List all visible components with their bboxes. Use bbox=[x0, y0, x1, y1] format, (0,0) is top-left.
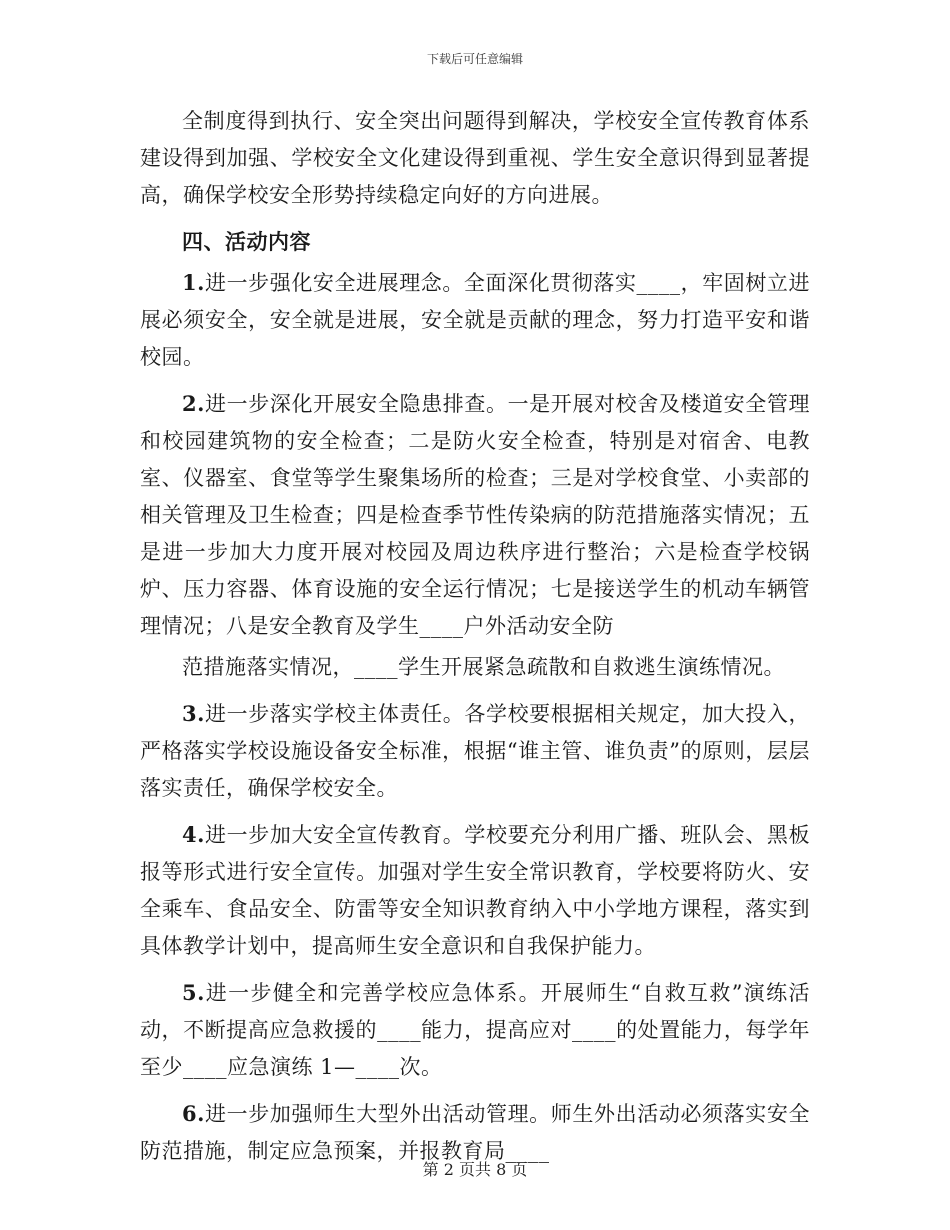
item-number: 6. bbox=[182, 1101, 205, 1126]
item-number: 1. bbox=[182, 270, 205, 295]
paragraph-text: 进一步强化安全进展理念。全面深化贯彻落实____，牢固树立进展必须安全，安全就是进展，安全就是贡献的理念，努力打造平安和谐校园。 bbox=[140, 271, 810, 369]
list-item-2-continuation bbox=[140, 649, 810, 686]
heading-text: 四、活动内容 bbox=[182, 229, 311, 254]
item-number: 2. bbox=[182, 391, 205, 416]
list-item-3 bbox=[140, 695, 810, 807]
list-item-5 bbox=[140, 974, 810, 1086]
paragraph-intro-continuation bbox=[140, 103, 810, 214]
paragraph-text: 全制度得到执行、安全突出问题得到解决，学校安全宣传教育体系建设得到加强、学校安全文化建设得到重视、学生安全意识得到显著提高，确保学校安全形势持续稳定向好的方向进展。 bbox=[140, 109, 810, 207]
paragraph-text: 进一步加大安全宣传教育。学校要充分利用广播、班队会、黑板报等形式进行安全宣传。加强对学生安全常识教育，学校要将防火、安全乘车、食品安全、防雷等安全知识教育纳入中小学地方课程，落实到具体教学计划中，提高师生安全意识和自我保护能力。 bbox=[140, 823, 810, 958]
paragraph-text: 进一步加强师生大型外出活动管理。师生外出活动必须落实安全防范措施，制定应急预案，并报教育局____ bbox=[140, 1102, 810, 1163]
paragraph-text: 进一步深化开展安全隐患排查。一是开展对校舍及楼道安全管理和校园建筑物的安全检查；二是防火安全检查，特别是对宿舍、电教室、仪器室、食堂等学生聚集场所的检查；三是对学校食堂、小卖部的相关管理及卫生检查；四是检查季节性传染病的防范措施落实情况；五是进一步加大力度开展对校园及周边秩序进行整治；六是检查学校锅炉、压力容器、体育设施的安全运行情况；七是接送学生的机动车辆管理情况；八是安全教育及学生____户外活动安全防 bbox=[140, 392, 810, 638]
document-body bbox=[140, 103, 810, 1179]
paragraph-text: 范措施落实情况，____学生开展紧急疏散和自救逃生演练情况。 bbox=[182, 655, 785, 679]
paragraph-text: 进一步健全和完善学校应急体系。开展师生“自救互救”演练活动，不断提高应急救援的____能力，提高应对____的处置能力，每学年至少____应急演练 1—____次。 bbox=[140, 981, 810, 1079]
page-footer: 第 2 页共 8 页 bbox=[422, 1160, 528, 1179]
list-item-4 bbox=[140, 816, 810, 965]
paragraph-text: 进一步落实学校主体责任。各学校要根据相关规定，加大投入，严格落实学校设施设备安全标准，根据“谁主管、谁负责”的原则，层层落实责任，确保学校安全。 bbox=[140, 702, 810, 800]
list-item-2 bbox=[140, 385, 810, 645]
list-item-1 bbox=[140, 264, 810, 376]
item-number: 5. bbox=[182, 980, 205, 1005]
page-header: 下载后可任意编辑 bbox=[426, 52, 523, 66]
item-number: 4. bbox=[182, 822, 205, 847]
section-heading bbox=[140, 223, 810, 260]
item-number: 3. bbox=[182, 701, 205, 726]
